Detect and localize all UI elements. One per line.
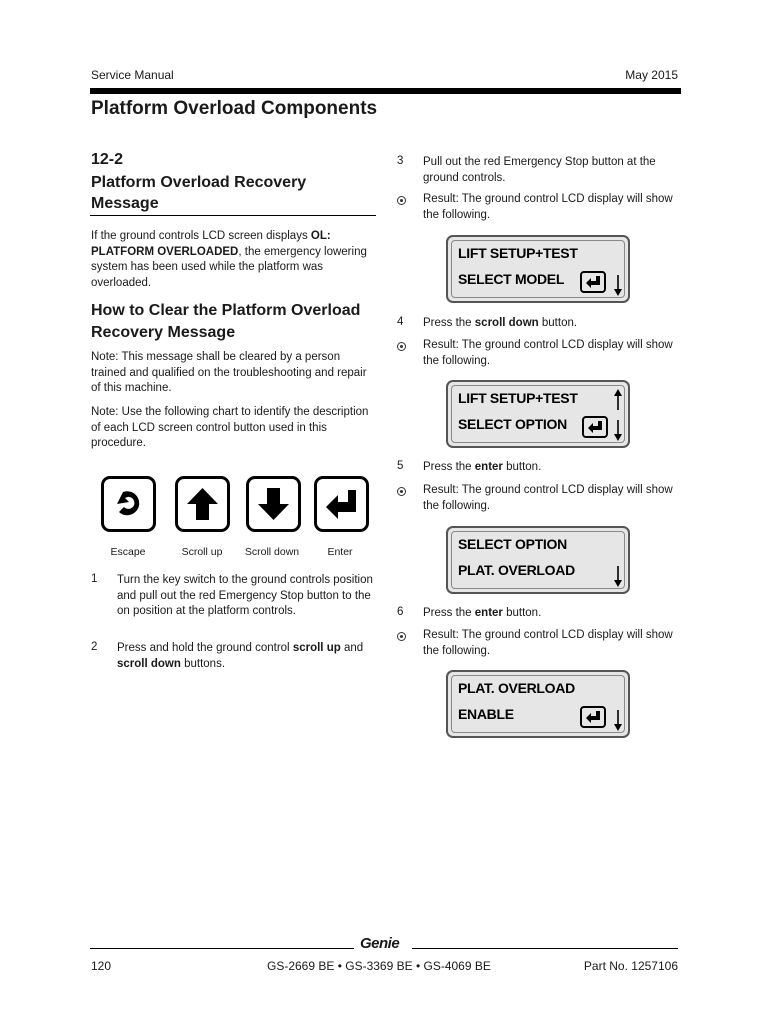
subsection-title: How to Clear the Platform Overload Recovery Message: [91, 302, 361, 341]
note-chart: Note: Use the following chart to identify the description of each LCD screen control button used in this procedure.: [91, 406, 369, 449]
arrow-down-icon: [614, 710, 622, 732]
model-list: GS-2669 BE • GS-3369 BE • GS-4069 BE: [267, 959, 491, 973]
page-title: Platform Overload Components: [91, 98, 378, 119]
lcd-line-2: ENABLE: [458, 706, 514, 722]
header-date: May 2015: [625, 68, 678, 82]
enter-icon: [582, 416, 608, 438]
footer-rule-right: [412, 948, 678, 949]
arrow-down-icon: [614, 275, 622, 297]
step-number: 2: [91, 641, 98, 653]
arrow-down-icon: [614, 420, 622, 442]
scroll-down-icon: [256, 486, 291, 522]
lcd-line-2: PLAT. OVERLOAD: [458, 562, 575, 578]
escape-key: [101, 476, 156, 532]
part-number: Part No. 1257106: [583, 959, 678, 973]
lcd-display: [446, 670, 630, 738]
step-text: Press the scroll down button.: [423, 317, 578, 329]
section-number: 12-2: [91, 151, 124, 168]
result-bullet-icon: [397, 487, 406, 496]
step-text: Turn the key switch to the ground controls position and pull out the red Emergency Stop button to the on position at the platform controls.: [117, 574, 373, 617]
result-text: Result: The ground control LCD display will show the following.: [423, 339, 673, 367]
result-bullet-icon: [397, 632, 406, 641]
step-number: 3: [397, 155, 404, 167]
arrow-up-icon: [614, 388, 622, 410]
section-intro: If the ground controls LCD screen displays OL: PLATFORM OVERLOADED, the emergency lowering system has been used while the platform was overloaded.: [91, 230, 367, 289]
genie-logo: Genie: [360, 935, 400, 952]
scroll-down-key: [246, 476, 301, 532]
step-text: Press the enter button.: [423, 607, 542, 619]
result-text: Result: The ground control LCD display will show the following.: [423, 629, 673, 657]
result-bullet-icon: [397, 342, 406, 351]
footer-rule-left: [90, 948, 354, 949]
enter-icon: [324, 486, 359, 522]
section-title: Platform Overload Recovery Message: [91, 174, 307, 212]
lcd-line-1: LIFT SETUP+TEST: [458, 390, 578, 406]
header-manual-label: Service Manual: [91, 68, 174, 82]
enter-key: [314, 476, 369, 532]
step-number: 4: [397, 316, 404, 328]
step-text: Press and hold the ground control scroll up and scroll down buttons.: [117, 642, 364, 670]
scroll-up-label: Scroll up: [181, 546, 223, 558]
note-qualified: Note: This message shall be cleared by a person trained and qualified on the troubleshooting and repair of this machine.: [91, 351, 367, 394]
result-bullet-icon: [397, 196, 406, 205]
scroll-up-icon: [185, 486, 220, 522]
step-number: 1: [91, 573, 98, 585]
section-rule: [90, 215, 376, 216]
result-text: Result: The ground control LCD display will show the following.: [423, 484, 673, 512]
lcd-line-2: SELECT OPTION: [458, 416, 567, 432]
step-number: 5: [397, 460, 404, 472]
escape-icon: [111, 486, 146, 522]
lcd-line-2: SELECT MODEL: [458, 271, 565, 287]
lcd-display: [446, 380, 630, 448]
lcd-line-1: LIFT SETUP+TEST: [458, 245, 578, 261]
enter-label: Enter: [327, 546, 353, 558]
page-number: 120: [91, 959, 112, 973]
scroll-down-label: Scroll down: [244, 546, 300, 558]
enter-icon: [580, 706, 606, 728]
step-number: 6: [397, 606, 404, 618]
step-text: Press the enter button.: [423, 461, 542, 473]
enter-icon: [580, 271, 606, 293]
lcd-display: [446, 526, 630, 594]
header-rule: [90, 88, 681, 94]
scroll-up-key: [175, 476, 230, 532]
step-text: Pull out the red Emergency Stop button at the ground controls.: [423, 156, 656, 184]
escape-label: Escape: [110, 546, 146, 558]
result-text: Result: The ground control LCD display will show the following.: [423, 193, 673, 221]
button-chart: [101, 476, 371, 534]
arrow-down-icon: [614, 566, 622, 588]
lcd-line-1: SELECT OPTION: [458, 536, 567, 552]
lcd-line-1: PLAT. OVERLOAD: [458, 680, 575, 696]
lcd-display: [446, 235, 630, 303]
